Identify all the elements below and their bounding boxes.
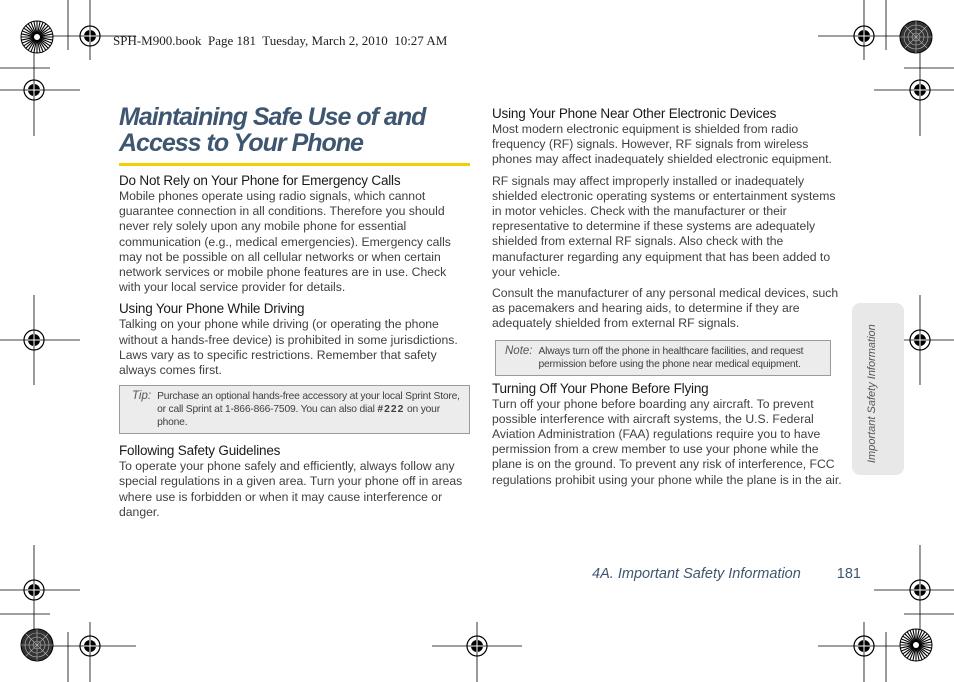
- side-tab-label: Important Safety Information: [866, 324, 878, 463]
- tip-label: Tip:: [132, 390, 152, 403]
- tip-text: [157, 390, 461, 429]
- section-body-electronic-devices-2: RF signals may affect improperly installed or inadequately shielded electronic operating systems or entertainment systems in motor vehicles. Check with the manufacturer or their representative to determine if these systems are adequately shielded from external RF signals. Also check with the manufacturer regarding any equipment that has been added to your vehicle.: [492, 173, 836, 279]
- left-column: [119, 104, 471, 520]
- print-header: SPH-M900.book Page 181 Tuesday, March 2, 2010 10:27 AM: [113, 33, 448, 48]
- side-section-tab: [852, 303, 904, 475]
- note-box: [495, 340, 831, 376]
- section-body-electronic-devices-1: Most modern electronic equipment is shielded from radio frequency (RF) signals. However, RF signals from wireless phones may affect inadequately shielded electronic equipment.: [492, 122, 832, 167]
- page-footer: [592, 566, 861, 582]
- tip-dial-code: #222: [377, 404, 405, 416]
- footer-section: 4A. Important Safety Information: [592, 566, 801, 582]
- section-heading-emergency: Do Not Rely on Your Phone for Emergency Calls: [119, 173, 401, 188]
- section-heading-flying: Turning Off Your Phone Before Flying: [492, 380, 709, 396]
- section-body-electronic-devices-3: Consult the manufacturer of any personal medical devices, such as pacemakers and hearing aids, to determine if they are adequately shielded from external RF signals.: [492, 286, 839, 331]
- section-body-emergency: Mobile phones operate using radio signals, which cannot guarantee connection in all conditions. Therefore you should never rely solely upon any mobile phone for essential communication (e.g., medical emergencies). Emergency calls may not be possible on all cellular networks or when certain network services or mobile phone features are in use. Check with your local service provider for details.: [119, 189, 451, 295]
- note-label: Note:: [505, 344, 533, 357]
- tip-box: [119, 385, 470, 434]
- right-column: [492, 106, 842, 488]
- section-heading-electronic-devices: Using Your Phone Near Other Electronic Devices: [492, 106, 777, 121]
- section-heading-guidelines: Following Safety Guidelines: [119, 443, 281, 459]
- section-body-driving: Talking on your phone while driving (or operating the phone without a hands-free device) is prohibited in some jurisdictions. Laws vary as to specific restrictions. Remember that safety always comes first.: [119, 317, 458, 378]
- page-number: 181: [836, 566, 861, 582]
- section-heading-driving: Using Your Phone While Driving: [119, 301, 305, 317]
- note-text: Always turn off the phone in healthcare facilities, and request permission before using the phone near medical equipment.: [538, 345, 804, 370]
- tip-text-start: Purchase an optional hands-free accessory at your local Sprint Store, or call Sprint at 1-866-866-7509. You can also dial: [157, 391, 460, 416]
- section-body-guidelines: To operate your phone safely and efficiently, always follow any special regulations in a given area. Turn your phone off in areas where use is forbidden or when it may cause interference or danger.: [119, 459, 463, 519]
- page-title: Maintaining Safe Use of and Access to Your Phone: [119, 103, 426, 157]
- section-body-flying: Turn off your phone before boarding any aircraft. To prevent possible interference with aircraft systems, the U.S. Federal Aviation Administration (FAA) regulations require you to have permission from a crew member to use your phone while the plane is on the ground. To prevent any risk of interference, FCC regulations prohibit using your phone while the plane is in the air.: [492, 396, 842, 487]
- tip-text-end: on your phone.: [157, 404, 440, 429]
